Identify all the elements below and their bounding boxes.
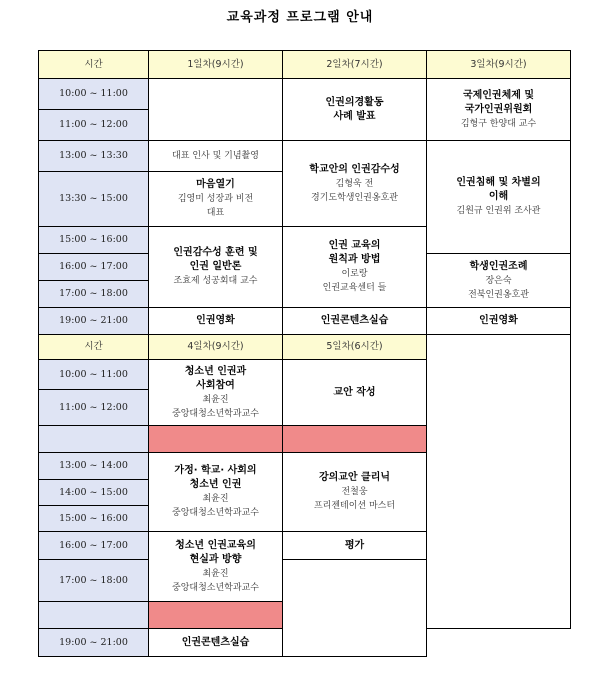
time-slot: 15:00 ~ 16:00 [39,227,149,254]
session-speaker: 최윤진 [202,394,229,405]
time-slot: 10:00 ~ 11:00 [39,79,149,110]
session-title: 청소년 인권과 사회참여 [184,365,247,391]
session-speaker: 최윤진 [202,494,229,504]
time-slot: 11:00 ~ 12:00 [39,110,149,141]
time-column-header: 시간 [39,51,149,79]
schedule-table [38,50,571,657]
time-slot: 17:00 ~ 18:00 [39,281,149,308]
time-slot: 15:00 ~ 16:00 [39,506,149,532]
time-slot: 13:00 ~ 14:00 [39,453,149,480]
day5-header: 5일차(6시간) [283,335,427,360]
day2-evening [283,308,427,335]
session-title: 인권콘텐츠실습 [181,636,250,648]
page-title: 교육과정 프로그램 안내 [226,10,374,25]
time-slot: 13:00 ~ 13:30 [39,141,149,172]
day1-evening [149,308,283,335]
session-speaker: 장은숙 전북인권옹호관 [468,275,529,300]
day4-header: 4일차(9시간) [149,335,283,360]
day1-header: 1일차(9시간) [149,51,283,79]
session-title: 인권영화 [479,315,518,326]
session-title: 인권의경활동 사례 발표 [325,96,384,122]
session-title: 인권콘텐츠실습 [320,315,389,326]
session-title: 인권감수성 훈련 및 인권 일반론 [173,247,258,272]
day3-intl-session [427,79,571,141]
session-speaker-affiliation: 중앙대청소년학과교수 [172,408,259,419]
day2-header: 2일차(7시간) [283,51,427,79]
day2-edu-session [283,227,427,308]
time-column-header: 시간 [39,335,149,360]
session-title: 대표 인사 및 기념촬영 [172,151,259,161]
day1-maeum-session [149,172,283,227]
day1-opening [149,141,283,172]
session-speaker: 김형욱 전 경기도학생인권옹호관 [311,178,398,203]
day4-youth-session [149,360,283,426]
session-speaker-affiliation: 중앙대청소년학과교수 [172,582,259,593]
time-slot: 19:00 ~ 21:00 [39,629,149,657]
day5-empty-afternoon [283,560,427,657]
session-speaker-affiliation: 중앙대청소년학과교수 [172,508,259,518]
time-slot: 10:00 ~ 11:00 [39,360,149,390]
time-slot: 16:00 ~ 17:00 [39,532,149,560]
session-title: 강의교안 클리닉 [318,472,391,483]
session-speaker: 최윤진 [202,568,229,579]
empty-area [427,335,571,629]
session-speaker: 김원규 인권위 조사관 [456,206,541,216]
session-title: 학교안의 인권감수성 [309,163,400,175]
time-slot: 17:00 ~ 18:00 [39,560,149,602]
session-speaker-affiliation: 프리젠테이션 마스터 [313,501,396,511]
time-slot: 13:30 ~ 15:00 [39,172,149,227]
day4-family-session [149,453,283,532]
day3-evening [427,308,571,335]
day1-training-session [149,227,283,308]
day4-lunch-break [149,426,283,453]
session-speaker: 조효제 성공회대 교수 [173,276,258,286]
day4-reality-session [149,532,283,602]
time-slot: 19:00 ~ 21:00 [39,308,149,335]
session-title: 학생인권조례 [469,260,528,272]
day1-empty-morning [149,79,283,141]
day3-ordinance-session [427,254,571,308]
day5-lesson-plan [283,360,427,426]
session-title: 국제인권체제 및 국가인권위원회 [462,89,535,115]
day4-dinner-break [149,602,283,629]
session-title: 가정· 학교· 사회의 청소년 인권 [174,465,257,490]
time-slot: 16:00 ~ 17:00 [39,254,149,281]
session-title: 인권침해 및 차별의 이해 [456,177,541,202]
session-title: 평가 [344,539,365,551]
session-speaker: 김형구 한양대 교수 [460,118,537,129]
session-title: 교안 작성 [333,386,376,398]
time-slot: 11:00 ~ 12:00 [39,390,149,426]
day3-discrim-session [427,141,571,254]
session-speaker: 김영미 성장과 비전 대표 [177,194,254,218]
dinner-break [39,602,149,629]
day3-header: 3일차(9시간) [427,51,571,79]
day2-case-session [283,79,427,141]
header-row-week2 [39,335,571,360]
session-title: 인권 교육의 원칙과 방법 [328,240,381,265]
session-title: 인권영화 [196,315,235,326]
day5-clinic-session [283,453,427,532]
day5-eval [283,532,427,560]
day4-evening [149,629,283,657]
session-title: 마음열기 [196,179,235,190]
time-slot: 14:00 ~ 15:00 [39,480,149,506]
day5-lunch-break [283,426,427,453]
header-row-week1 [39,51,571,79]
day2-school-session [283,141,427,227]
session-speaker: 이로랑 인권교육센터 들 [322,269,387,293]
session-title: 청소년 인권교육의 현실과 방향 [175,539,256,565]
session-speaker: 전철웅 [341,487,368,497]
lunch-break [39,426,149,453]
